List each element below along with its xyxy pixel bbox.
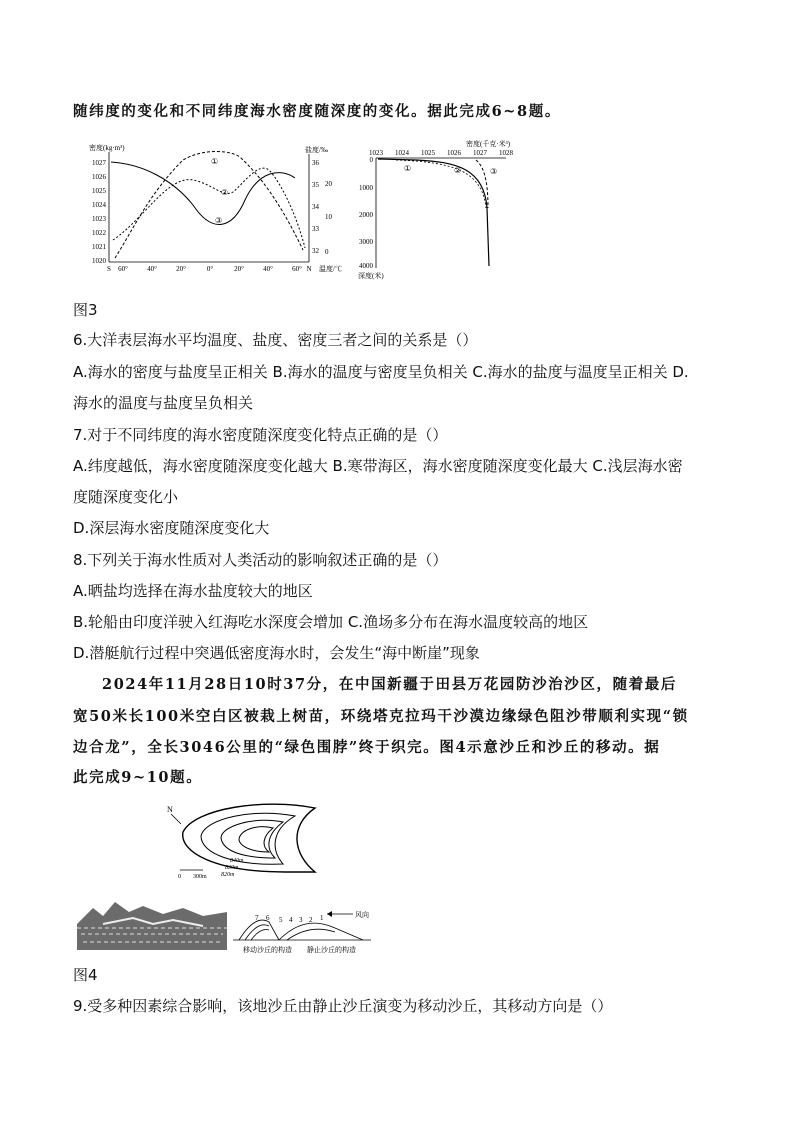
density-tick: 1027 — [473, 149, 487, 157]
figure3-caption: 图3 — [73, 301, 98, 319]
salinity-tick: 35 — [312, 181, 319, 189]
depth-tick: 0 — [369, 156, 373, 164]
contour-label: 830m — [225, 865, 239, 871]
dune-number: 6 — [266, 914, 270, 922]
right-y-title: 盐度/‰ — [305, 146, 328, 154]
dune-number: 3 — [299, 916, 303, 924]
x-tick: S — [107, 265, 111, 273]
depth-tick: 4000 — [359, 262, 373, 270]
salinity-tick: 33 — [312, 225, 319, 233]
left-tick: 1020 — [92, 257, 106, 265]
density-tick-labels — [369, 149, 514, 157]
q6-stem: 6.大洋表层海水平均温度、盐度、密度三者之间的关系是（） — [73, 331, 478, 349]
contour-3 — [221, 820, 283, 858]
figure4-dune-map — [165, 802, 345, 880]
q8-option-d: D.潜艇航行过程中突遇低密度海水时，会发生“海中断崖”现象 — [73, 644, 480, 662]
density-tick: 1024 — [395, 149, 409, 157]
depth-tick-labels — [359, 156, 374, 270]
dune-number: 7 — [255, 914, 259, 922]
q8-option-a: A.晒盐均选择在海水盐度较大的地区 — [73, 582, 313, 600]
left-tick: 1027 — [92, 159, 106, 167]
curve-labels — [211, 157, 228, 225]
passage-line4: 此完成9~10题。 — [73, 769, 203, 786]
salinity-tick-labels — [312, 159, 320, 255]
contour-labels — [221, 857, 244, 878]
wind-label: 风向 — [355, 911, 369, 919]
moving-dune-label: 移动沙丘的构造 — [243, 946, 292, 954]
static-dune-label: 静止沙丘的构造 — [307, 946, 356, 954]
left-tick: 1026 — [92, 173, 106, 181]
temp-tick: 20 — [325, 180, 332, 188]
salinity-tick: 32 — [312, 247, 319, 255]
x-tick: 0° — [206, 265, 214, 273]
left-tick-labels — [92, 159, 107, 265]
salinity-tick: 34 — [312, 203, 319, 211]
x-tick: 60° — [292, 265, 302, 273]
x-tick: 40° — [263, 265, 273, 273]
contour-label: 840m — [230, 858, 244, 864]
curve-label: ① — [404, 164, 412, 173]
curve-label: ② — [454, 166, 462, 175]
q7-stem: 7.对于不同纬度的海水密度随深度变化特点正确的是（） — [73, 426, 448, 444]
contour-4 — [239, 827, 273, 852]
x-tick-labels — [107, 265, 311, 273]
q6-options-line2: 海水的温度与盐度呈负相关 — [73, 394, 254, 412]
x-tick: 20° — [234, 265, 244, 273]
density-tick: 1023 — [369, 149, 383, 157]
x-tick: N — [306, 265, 312, 273]
temp-tick-labels — [325, 180, 333, 256]
dune-number: 2 — [309, 916, 313, 924]
figure3-right-chart — [356, 138, 524, 280]
temp-tick: 10 — [325, 213, 332, 221]
left-tick: 1022 — [92, 229, 106, 237]
figure4-dune-sections — [73, 894, 373, 954]
curve-salinity — [113, 168, 305, 248]
curve-label: ③ — [215, 216, 223, 225]
curve-label: ③ — [490, 167, 498, 176]
dune-numbers — [255, 914, 324, 924]
density-tick: 1025 — [421, 149, 435, 157]
contour-2 — [201, 813, 295, 864]
depth-curve-1 — [378, 159, 489, 266]
depth-tick: 1000 — [359, 184, 373, 192]
right-chart-title: 密度(千克·米³) — [466, 140, 511, 148]
temp-tick: 0 — [325, 248, 329, 256]
q7-option-d: D.深层海水密度随深度变化大 — [73, 519, 270, 537]
contour-label: 820m — [221, 872, 235, 878]
figure3-left-chart — [73, 140, 342, 275]
curve-label: ② — [221, 188, 229, 197]
q7-options-line1: A.纬度越低，海水密度随深度变化越大 B.寒带海区，海水密度随深度变化最大 C.浅层海水密 — [73, 457, 683, 475]
figure4-caption: 图4 — [73, 966, 98, 984]
curve-density — [111, 162, 295, 224]
left-tick: 1021 — [92, 243, 106, 251]
depth-axis-title: 深度(米) — [358, 272, 384, 280]
dune-number: 5 — [279, 916, 283, 924]
q8-options-bc: B.轮船由印度洋驶入红海吃水深度会增加 C.渔场多分布在海水温度较高的地区 — [73, 613, 589, 631]
passage-line2: 宽50米长100米空白区被栽上树苗，环绕塔克拉玛干沙漠边缘绿色阻沙带顺利实现“锁 — [73, 708, 689, 725]
north-arrow — [171, 814, 181, 824]
intro-text: 随纬度的变化和不同纬度海水密度随深度的变化。据此完成6~8题。 — [73, 103, 561, 120]
temp-axis-label: 温度/℃ — [319, 265, 342, 273]
salinity-tick: 36 — [312, 159, 319, 167]
left-tick: 1023 — [92, 215, 106, 223]
dune-number: 1 — [320, 914, 324, 922]
wind-arrow-head — [327, 911, 332, 917]
density-tick: 1026 — [447, 149, 461, 157]
q8-stem: 8.下列关于海水性质对人类活动的影响叙述正确的是（） — [73, 551, 448, 569]
curve-label: ① — [211, 157, 219, 166]
depth-tick: 2000 — [359, 211, 373, 219]
curve-temperature — [115, 152, 303, 259]
density-tick: 1028 — [499, 149, 513, 157]
q6-options-line1: A.海水的密度与盐度呈正相关 B.海水的温度与密度呈负相关 C.海水的盐度与温度呈正相关 D. — [73, 363, 689, 381]
x-tick: 60° — [118, 265, 128, 273]
left-y-title: 密度(kg·m³) — [89, 144, 125, 152]
left-tick: 1024 — [92, 201, 106, 209]
x-tick: 20° — [176, 265, 186, 273]
north-label: N — [167, 805, 173, 814]
dune-number: 4 — [289, 916, 293, 924]
x-tick: 40° — [147, 265, 157, 273]
passage-line3: 边合龙”，全长3046公里的“绿色围脖”终于织完。图4示意沙丘和沙丘的移动。据 — [73, 739, 661, 756]
q9-stem: 9.受多种因素综合影响，该地沙丘由静止沙丘演变为移动沙丘，其移动方向是（） — [73, 997, 613, 1015]
depth-tick: 3000 — [359, 238, 373, 246]
scale-label: 300m — [193, 874, 207, 880]
left-tick: 1025 — [92, 187, 106, 195]
q7-options-line2: 度随深度变化小 — [73, 488, 179, 506]
passage-line1: 2024年11月28日10时37分，在中国新疆于田县万花园防沙治沙区，随着最后 — [102, 676, 677, 693]
scale-labels — [178, 874, 207, 880]
scale-label: 0 — [178, 874, 181, 880]
